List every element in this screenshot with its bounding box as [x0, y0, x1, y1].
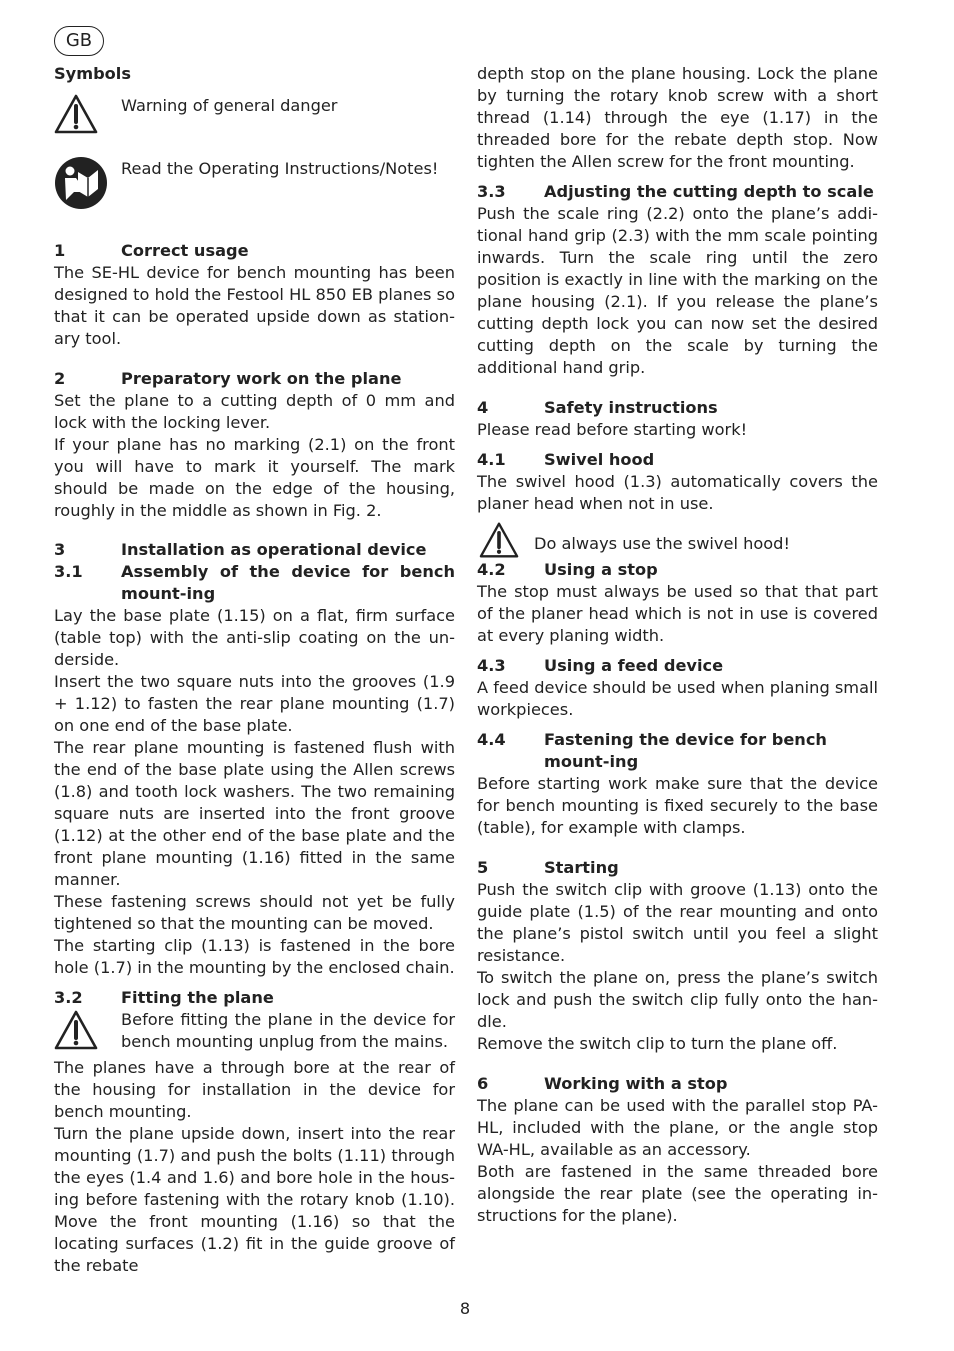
section-2-text-1: Set the plane to a cutting depth of 0 mm and lock with the locking lever. — [54, 391, 455, 432]
left-column — [54, 63, 455, 1277]
section-6-heading: 6 Working with a stop — [477, 1074, 728, 1093]
section-5-text-3: Remove the switch clip to turn the plane off. — [477, 1034, 838, 1053]
warning-triangle-icon — [477, 521, 521, 559]
section-3-2-text-1: The planes have a through bore at the rear of the housing for installation in the device for bench mounting. — [54, 1058, 455, 1121]
section-5-heading: 5 Starting — [477, 858, 619, 877]
section-3-heading: 3 Installation as operational device — [54, 540, 427, 559]
section-3-1-text-2: Insert the two square nuts into the grooves (1.9 + 1.12) to fasten the rear plane mounting (1.7) on one end of the base plate. — [54, 672, 455, 735]
section-6-text-1: The plane can be used with the parallel stop PA-HL, included with the plane, or the angle stop WA-HL, available as an accessory. — [477, 1096, 878, 1159]
section-4-4-text: Before starting work make sure that the device for bench mounting is fixed securely to the base (table), for example with clamps. — [477, 774, 878, 837]
section-3-2-text-2: Turn the plane upside down, insert into the rear mounting (1.7) and push the bolts (1.11) through the eyes (1.4 and 1.6) and bore hole in the hous-ing before fastening with the rotary knob (1.10). Move the front mounting (1.16) so that the locating surfaces (1.2) fit in the guide groove of the rebate — [54, 1124, 455, 1275]
section-3-2-heading: 3.2 Fitting the plane — [54, 988, 274, 1007]
page-number: 8 — [459, 1299, 471, 1318]
section-3-3-text: Push the scale ring (2.2) onto the plane’s addi-tional hand grip (2.3) with the mm scale pointing inwards. Turn the scale ring until the zero position is exactly in line with the marking on the plane housing (2.1). If you release the plane’s cutting depth lock you can now set the desired cutting depth on the scale by turning the additional hand grip. — [477, 204, 878, 377]
right-column — [477, 63, 878, 1227]
section-2-text-2: If your plane has no marking (2.1) on the front you will have to mark it yourself. The mark should be made on the edge of the housing, roughly in the middle as shown in Fig. 2. — [54, 435, 455, 520]
section-4-1-text: The swivel hood (1.3) automatically covers the planer head when not in use. — [477, 472, 878, 513]
section-4-2-text: The stop must always be used so that that part of the planer head which is not in use is covered at every planing width. — [477, 582, 878, 645]
section-3-1-text-4: These fastening screws should not yet be fully tightened so that the mounting can be moved. — [54, 892, 455, 933]
section-3-3-heading: 3.3 Adjusting the cutting depth to scale — [477, 182, 874, 201]
section-3-2-warning — [54, 1009, 455, 1057]
section-3-2-warning-text: Before fitting the plane in the device for bench mounting unplug from the mains. — [121, 1010, 455, 1051]
symbol-warning-label: Warning of general danger — [121, 96, 338, 115]
warning-triangle-icon — [54, 93, 98, 135]
section-4-1-warning — [477, 521, 878, 559]
section-3-1-text-1: Lay the base plate (1.15) on a flat, firm surface (table top) with the anti-slip coating on the un-derside. — [54, 606, 455, 669]
section-4-text: Please read before starting work! — [477, 420, 748, 439]
read-manual-icon — [54, 156, 108, 210]
section-3-1-text-5: The starting clip (1.13) is fastened in the bore hole (1.7) in the mounting by the enclosed chain. — [54, 936, 455, 977]
symbol-read-row — [54, 156, 455, 210]
section-2-heading: 2 Preparatory work on the plane — [54, 369, 402, 388]
section-4-2-heading: 4.2 Using a stop — [477, 560, 658, 579]
section-1-text: The SE-HL device for bench mounting has been designed to hold the Festool HL 850 EB planes so that it can be operated upside down as station-ary tool. — [54, 263, 455, 348]
warning-triangle-icon — [54, 1009, 98, 1051]
section-1-heading: 1 Correct usage — [54, 241, 249, 260]
section-6-text-2: Both are fastened in the same threaded bore alongside the rear plate (see the operating in-structions for the plane). — [477, 1162, 878, 1225]
section-3-1-text-3: The rear plane mounting is fastened flush with the end of the base plate using the Allen screws (1.8) and tooth lock washers. The two remaining square nuts are inserted into the front groove (1.12) at the other end of the base plate and the front plane mounting (1.16) fitted in the same manner. — [54, 738, 455, 889]
section-3-1-heading: 3.1 Assembly of the device for bench mount-ing — [54, 562, 455, 603]
section-4-3-text: A feed device should be used when planing small workpieces. — [477, 678, 878, 719]
section-5-text-1: Push the switch clip with groove (1.13) onto the guide plate (1.5) of the rear mounting and onto the plane’s pistol switch until you feel a slight resistance. — [477, 880, 878, 965]
language-badge: GB — [54, 26, 104, 56]
section-4-3-heading: 4.3 Using a feed device — [477, 656, 724, 675]
symbol-warning-row — [54, 93, 455, 135]
section-4-1-warning-text: Do always use the swivel hood! — [534, 534, 790, 553]
section-4-heading: 4 Safety instructions — [477, 398, 718, 417]
section-4-1-heading: 4.1 Swivel hood — [477, 450, 655, 469]
section-4-4-heading: 4.4 Fastening the device for bench mount-ing — [477, 730, 827, 771]
section-5-text-2: To switch the plane on, press the plane’s switch lock and push the switch clip fully onto the han-dle. — [477, 968, 878, 1031]
symbols-heading: Symbols — [54, 64, 131, 83]
section-3-2-text-3: depth stop on the plane housing. Lock the plane by turning the rotary knob screw with a short thread (1.14) through the eye (1.17) in the threaded bore for the rebate depth stop. Now tighten the Allen screw for the front mounting. — [477, 64, 878, 171]
symbol-read-label: Read the Operating Instructions/Notes! — [121, 159, 439, 178]
